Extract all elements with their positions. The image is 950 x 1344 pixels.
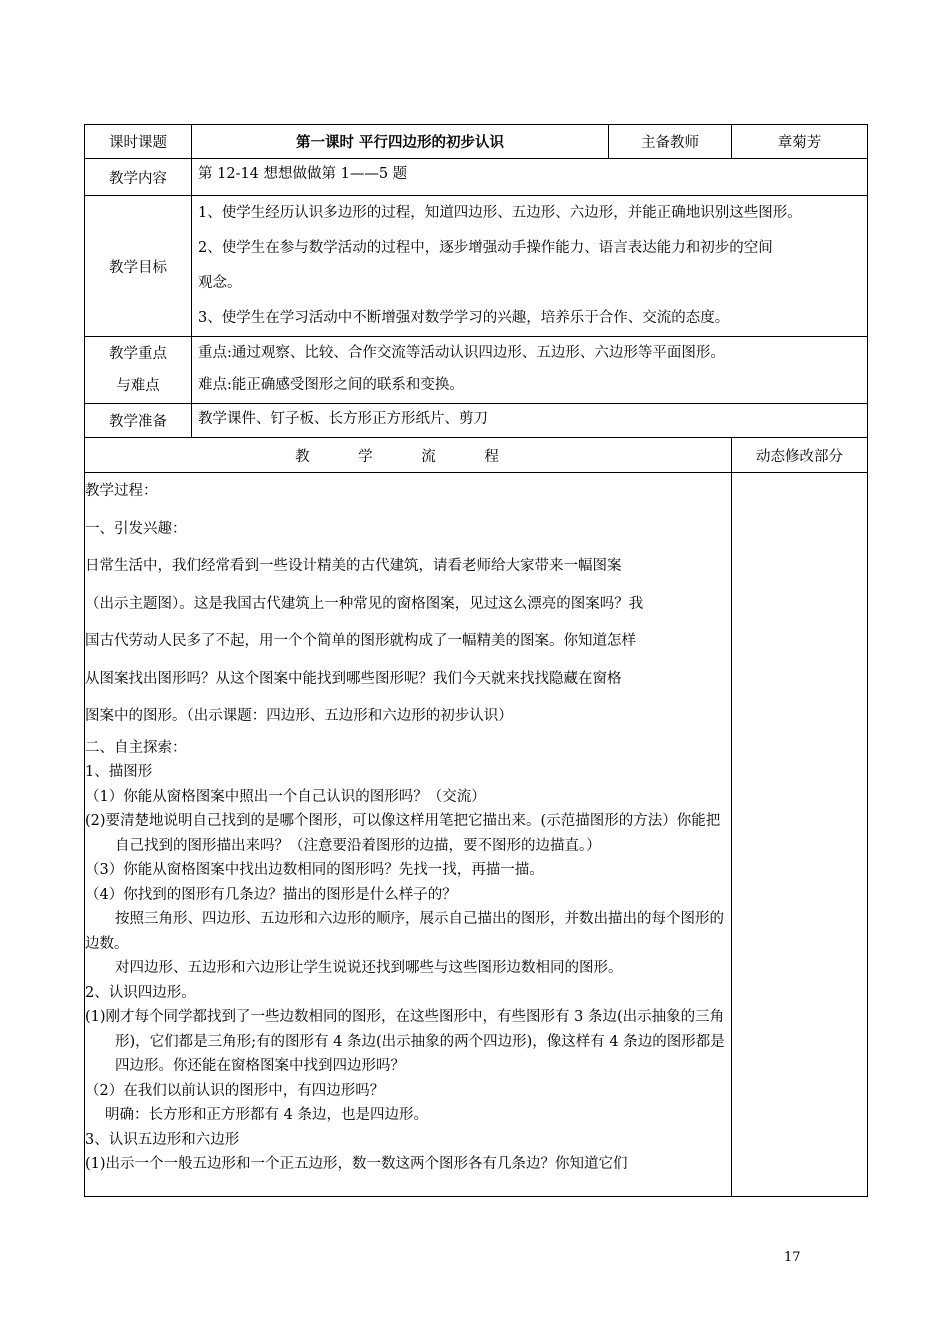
flow-paragraph: 按照三角形、四边形、五边形和六边形的顺序，展示自己描出的图形，并数出描出的每个图形的边数。 bbox=[85, 911, 724, 952]
objective-item: 1、使学生经历认识多边形的过程，知道四边形、五边形、六边形，并能正确地识别这些图形。 bbox=[198, 205, 802, 221]
flow-title: 教 学 流 程 bbox=[85, 438, 732, 473]
objectives-label: 教学目标 bbox=[85, 196, 192, 337]
key-points-row bbox=[85, 337, 868, 404]
objective-item: 3、使学生在学习活动中不断增强对数学学习的兴趣，培养乐于合作、交流的态度。 bbox=[198, 310, 730, 326]
flow-body-row bbox=[85, 473, 868, 1197]
flow-line: 图案中的图形。（出示课题：四边形、五边形和六边形的初步认识） bbox=[85, 708, 513, 724]
flow-side-title: 动态修改部分 bbox=[732, 438, 868, 473]
flow-section: 一、引发兴趣： bbox=[85, 520, 187, 537]
flow-line: 从图案找出图形吗？从这个图案中能找到哪些图形呢？我们今天就来找找隐藏在窗格 bbox=[85, 670, 622, 687]
flow-question: (2)要清楚地说明自己找到的是哪个图形，可以像这样用笔把它描出来。(示范描图形的方法）你能把自己找到的图形描出来吗？（注意要沿着图形的边描，要不图形的边描直。） bbox=[85, 813, 721, 854]
flow-line: 国古代劳动人民多了不起，用一个个简单的图形就构成了一幅精美的图案。你知道怎样 bbox=[85, 633, 636, 649]
objective-item: 观念。 bbox=[198, 275, 242, 291]
flow-line: （出示主题图）。这是我国古代建筑上一种常见的窗格图案，见过这么漂亮的图案吗？我 bbox=[85, 595, 644, 612]
page-number: 17 bbox=[784, 1250, 801, 1265]
flow-question: (1)出示一个一般五边形和一个正五边形，数一数这两个图形各有几条边？你知道它们 bbox=[85, 1156, 628, 1172]
topic-row bbox=[85, 125, 868, 159]
flow-subsection: 1、描图形 bbox=[85, 764, 153, 780]
flow-subsection: 3、认识五边形和六边形 bbox=[85, 1131, 240, 1148]
preparation-value: 教学课件、钉子板、长方形正方形纸片、剪刀 bbox=[198, 411, 488, 427]
preparation-label: 教学准备 bbox=[85, 404, 192, 438]
key-focus: 重点:通过观察、比较、合作交流等活动认识四边形、五边形、六边形等平面图形。 bbox=[198, 345, 725, 361]
flow-question: （3）你能从窗格图案中找出边数相同的图形吗？先找一找，再描一描。 bbox=[85, 862, 544, 878]
key-difficulty: 难点:能正确感受图形之间的联系和变换。 bbox=[198, 377, 464, 393]
lesson-plan-table bbox=[84, 124, 868, 1197]
flow-subsection: 2、认识四边形。 bbox=[85, 984, 196, 1001]
flow-section: 二、自主探索： bbox=[85, 739, 187, 756]
topic-label: 课时课题 bbox=[85, 125, 192, 159]
flow-line: 教学过程： bbox=[85, 483, 158, 499]
preparation-row bbox=[85, 404, 868, 438]
flow-paragraph: 对四边形、五边形和六边形让学生说说还找到哪些与这些图形边数相同的图形。 bbox=[115, 960, 623, 976]
content-row bbox=[85, 159, 868, 196]
flow-question: （2）在我们以前认识的图形中，有四边形吗？ bbox=[85, 1082, 385, 1099]
teacher-name: 章菊芳 bbox=[732, 125, 868, 159]
flow-header-row bbox=[85, 438, 868, 473]
objectives-row bbox=[85, 196, 868, 337]
flow-paragraph: 明确：长方形和正方形都有 4 条边，也是四边形。 bbox=[105, 1107, 428, 1123]
teacher-label: 主备教师 bbox=[609, 125, 732, 159]
content-value: 第 12-14 想想做做第 1——5 题 bbox=[198, 166, 408, 182]
flow-question: （4）你找到的图形有几条边？描出的图形是什么样子的？ bbox=[85, 886, 457, 903]
revision-column bbox=[732, 473, 868, 1197]
content-label: 教学内容 bbox=[85, 159, 192, 196]
objective-item: 2、使学生在参与数学活动的过程中，逐步增强动手操作能力、语言表达能力和初步的空间 bbox=[198, 240, 773, 256]
flow-body bbox=[85, 473, 732, 1197]
key-points-label-2: 与难点 bbox=[116, 378, 160, 394]
key-points-label-1: 教学重点 bbox=[109, 346, 167, 362]
topic-title: 第一课时 平行四边形的初步认识 bbox=[192, 125, 609, 159]
flow-question: (1)刚才每个同学都找到了一些边数相同的图形，在这些图形中，有些图形有 3 条边(出示抽象的三角形)，它们都是三角形;有的图形有 4 条边(出示抽象的两个四边形)，像这样有 4 条边的图形都是四边形。你还能在窗格图案中找到四边形吗？ bbox=[85, 1009, 725, 1074]
flow-question: （1）你能从窗格图案中照出一个自己认识的图形吗？（交流） bbox=[85, 788, 486, 805]
flow-line: 日常生活中，我们经常看到一些设计精美的古代建筑，请看老师给大家带来一幅图案 bbox=[85, 558, 622, 574]
